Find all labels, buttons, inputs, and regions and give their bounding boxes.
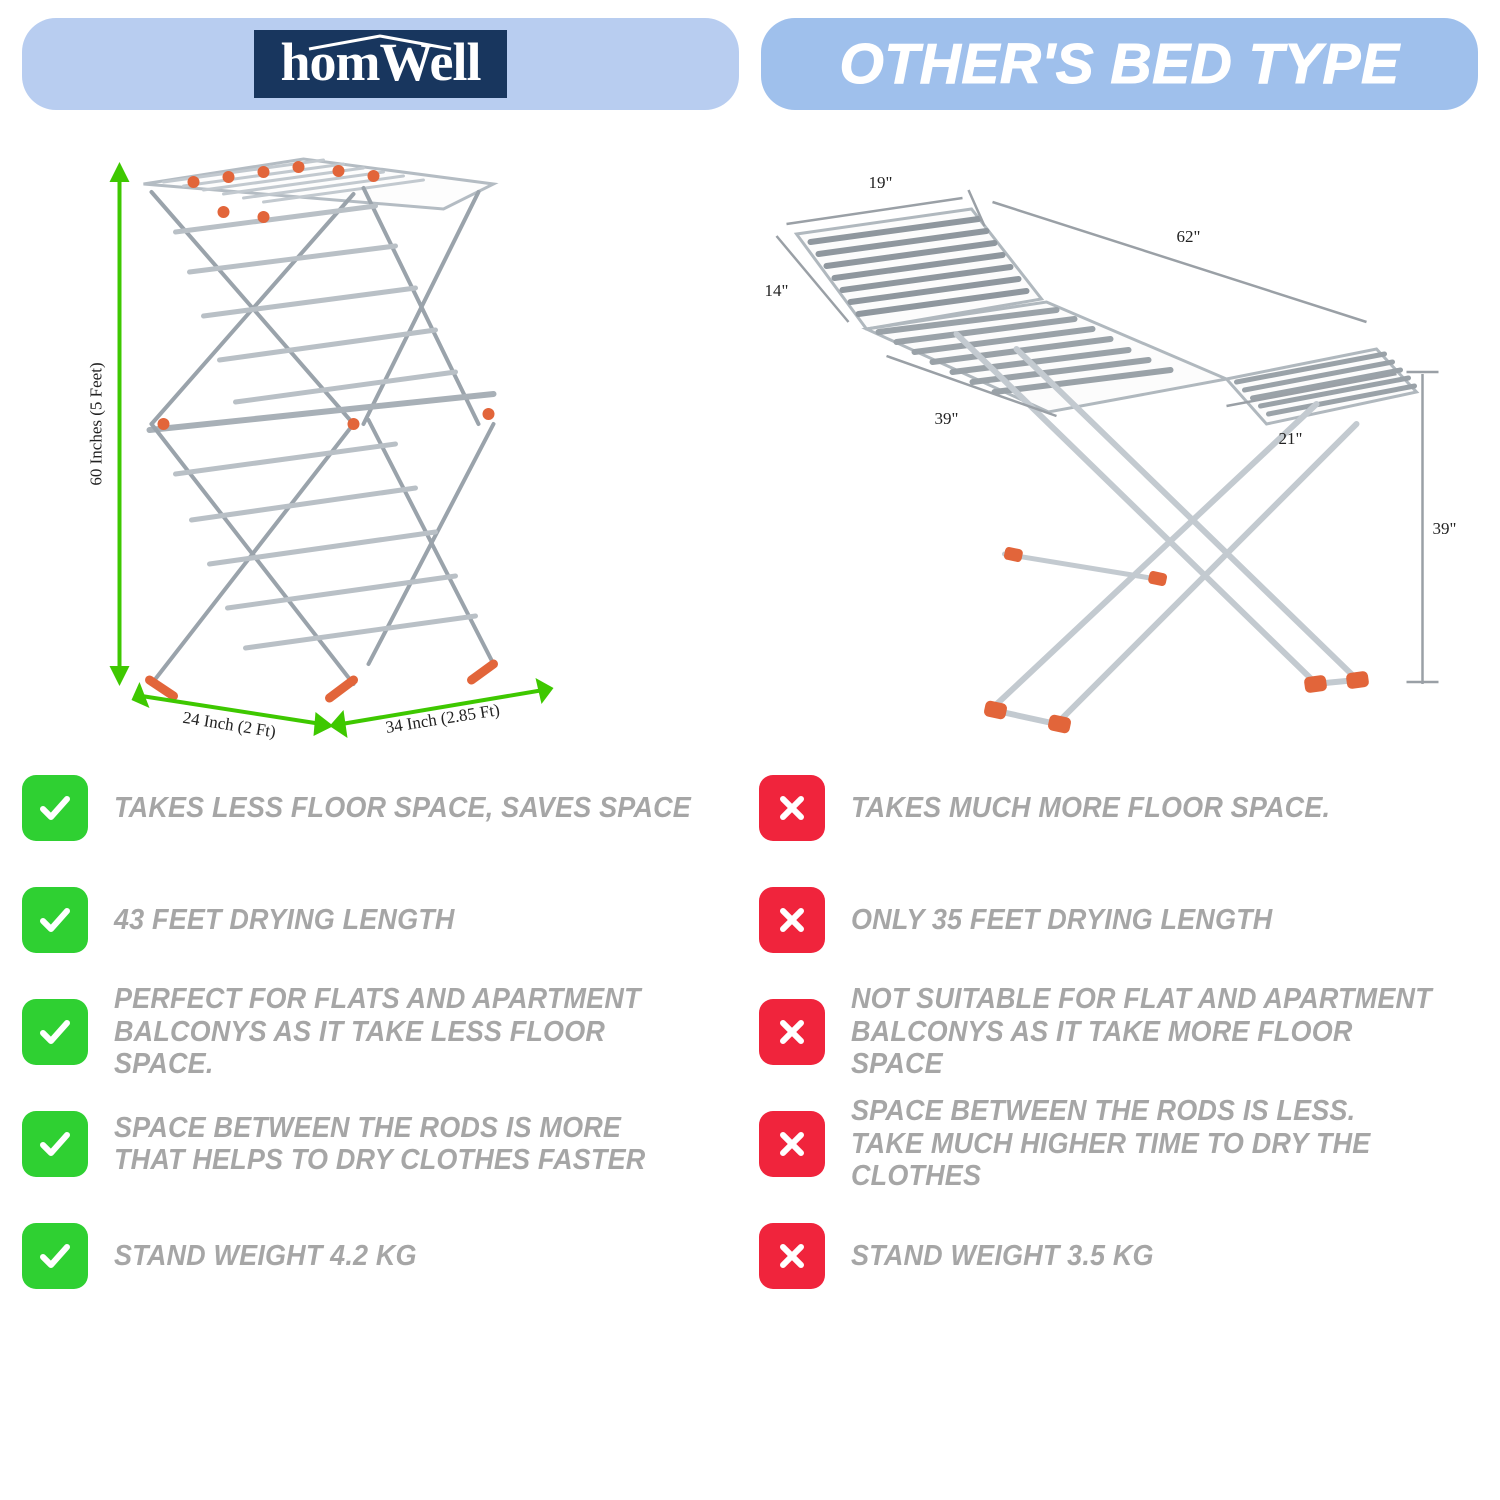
dim-width-label: 34 Inch (2.85 Ft) (384, 700, 502, 737)
other-feature-column (759, 752, 1478, 1312)
list-item (759, 1200, 1478, 1312)
homwell-product-illustration (22, 124, 745, 744)
list-item (759, 864, 1478, 976)
feature-label: PERFECT FOR FLATS AND APARTMENT BALCONYS AS IT TAKE LESS FLOOR SPACE. (114, 983, 641, 1081)
check-icon (22, 887, 88, 953)
cross-icon (759, 1223, 825, 1289)
feature-label: ONLY 35 FEET DRYING LENGTH (851, 903, 1273, 936)
list-item (22, 976, 741, 1088)
dim-wing-depth-label: 14" (764, 281, 789, 300)
list-item (759, 752, 1478, 864)
dim-depth-label: 24 Inch (2 Ft) (181, 707, 278, 742)
cross-icon (759, 887, 825, 953)
feature-label: STAND WEIGHT 4.2 KG (114, 1239, 417, 1272)
list-item (22, 864, 741, 976)
other-product-illustration (755, 124, 1478, 744)
other-pill (761, 18, 1478, 110)
check-icon (22, 999, 88, 1065)
dim-wing-width-label: 19" (868, 173, 893, 192)
brand-name-prefix: hom (280, 31, 380, 92)
header (22, 18, 1478, 118)
illustrations (22, 124, 1478, 744)
check-icon (22, 775, 88, 841)
dim-wing-span-label: 21" (1278, 429, 1303, 448)
feature-label: 43 FEET DRYING LENGTH (114, 903, 455, 936)
feature-label: TAKES LESS FLOOR SPACE, SAVES SPACE (114, 791, 691, 824)
dim-total-length-label: 62" (1176, 227, 1201, 246)
cross-icon (759, 775, 825, 841)
brand-pill (22, 18, 739, 110)
dim-height-label: 60 Inches (5 Feet) (86, 362, 106, 486)
feature-label: NOT SUITABLE FOR FLAT AND APARTMENT BALCONYS AS IT TAKE MORE FLOOR SPACE (851, 983, 1432, 1081)
feature-label: SPACE BETWEEN THE RODS IS MORE THAT HELPS TO DRY CLOTHES FASTER (114, 1111, 646, 1176)
feature-label: STAND WEIGHT 3.5 KG (851, 1239, 1154, 1272)
check-icon (22, 1223, 88, 1289)
list-item (22, 1200, 741, 1312)
dim-center-length-label: 39" (934, 409, 959, 428)
brand-logo (254, 30, 506, 99)
feature-label: SPACE BETWEEN THE RODS IS LESS. TAKE MUCH HIGHER TIME TO DRY THE CLOTHES (851, 1095, 1371, 1193)
cross-icon (759, 999, 825, 1065)
check-icon (22, 1111, 88, 1177)
cross-icon (759, 1111, 825, 1177)
list-item (759, 976, 1478, 1088)
list-item (759, 1088, 1478, 1200)
list-item (22, 1088, 741, 1200)
homwell-feature-column (22, 752, 741, 1312)
dim-height-label-right: 39" (1432, 519, 1457, 538)
list-item (22, 752, 741, 864)
other-title: OTHER'S BED TYPE (839, 32, 1400, 96)
roof-icon (305, 33, 455, 51)
feature-label: TAKES MUCH MORE FLOOR SPACE. (851, 791, 1331, 824)
brand-name-suffix: Well (379, 31, 481, 92)
comparison-table (22, 752, 1478, 1312)
